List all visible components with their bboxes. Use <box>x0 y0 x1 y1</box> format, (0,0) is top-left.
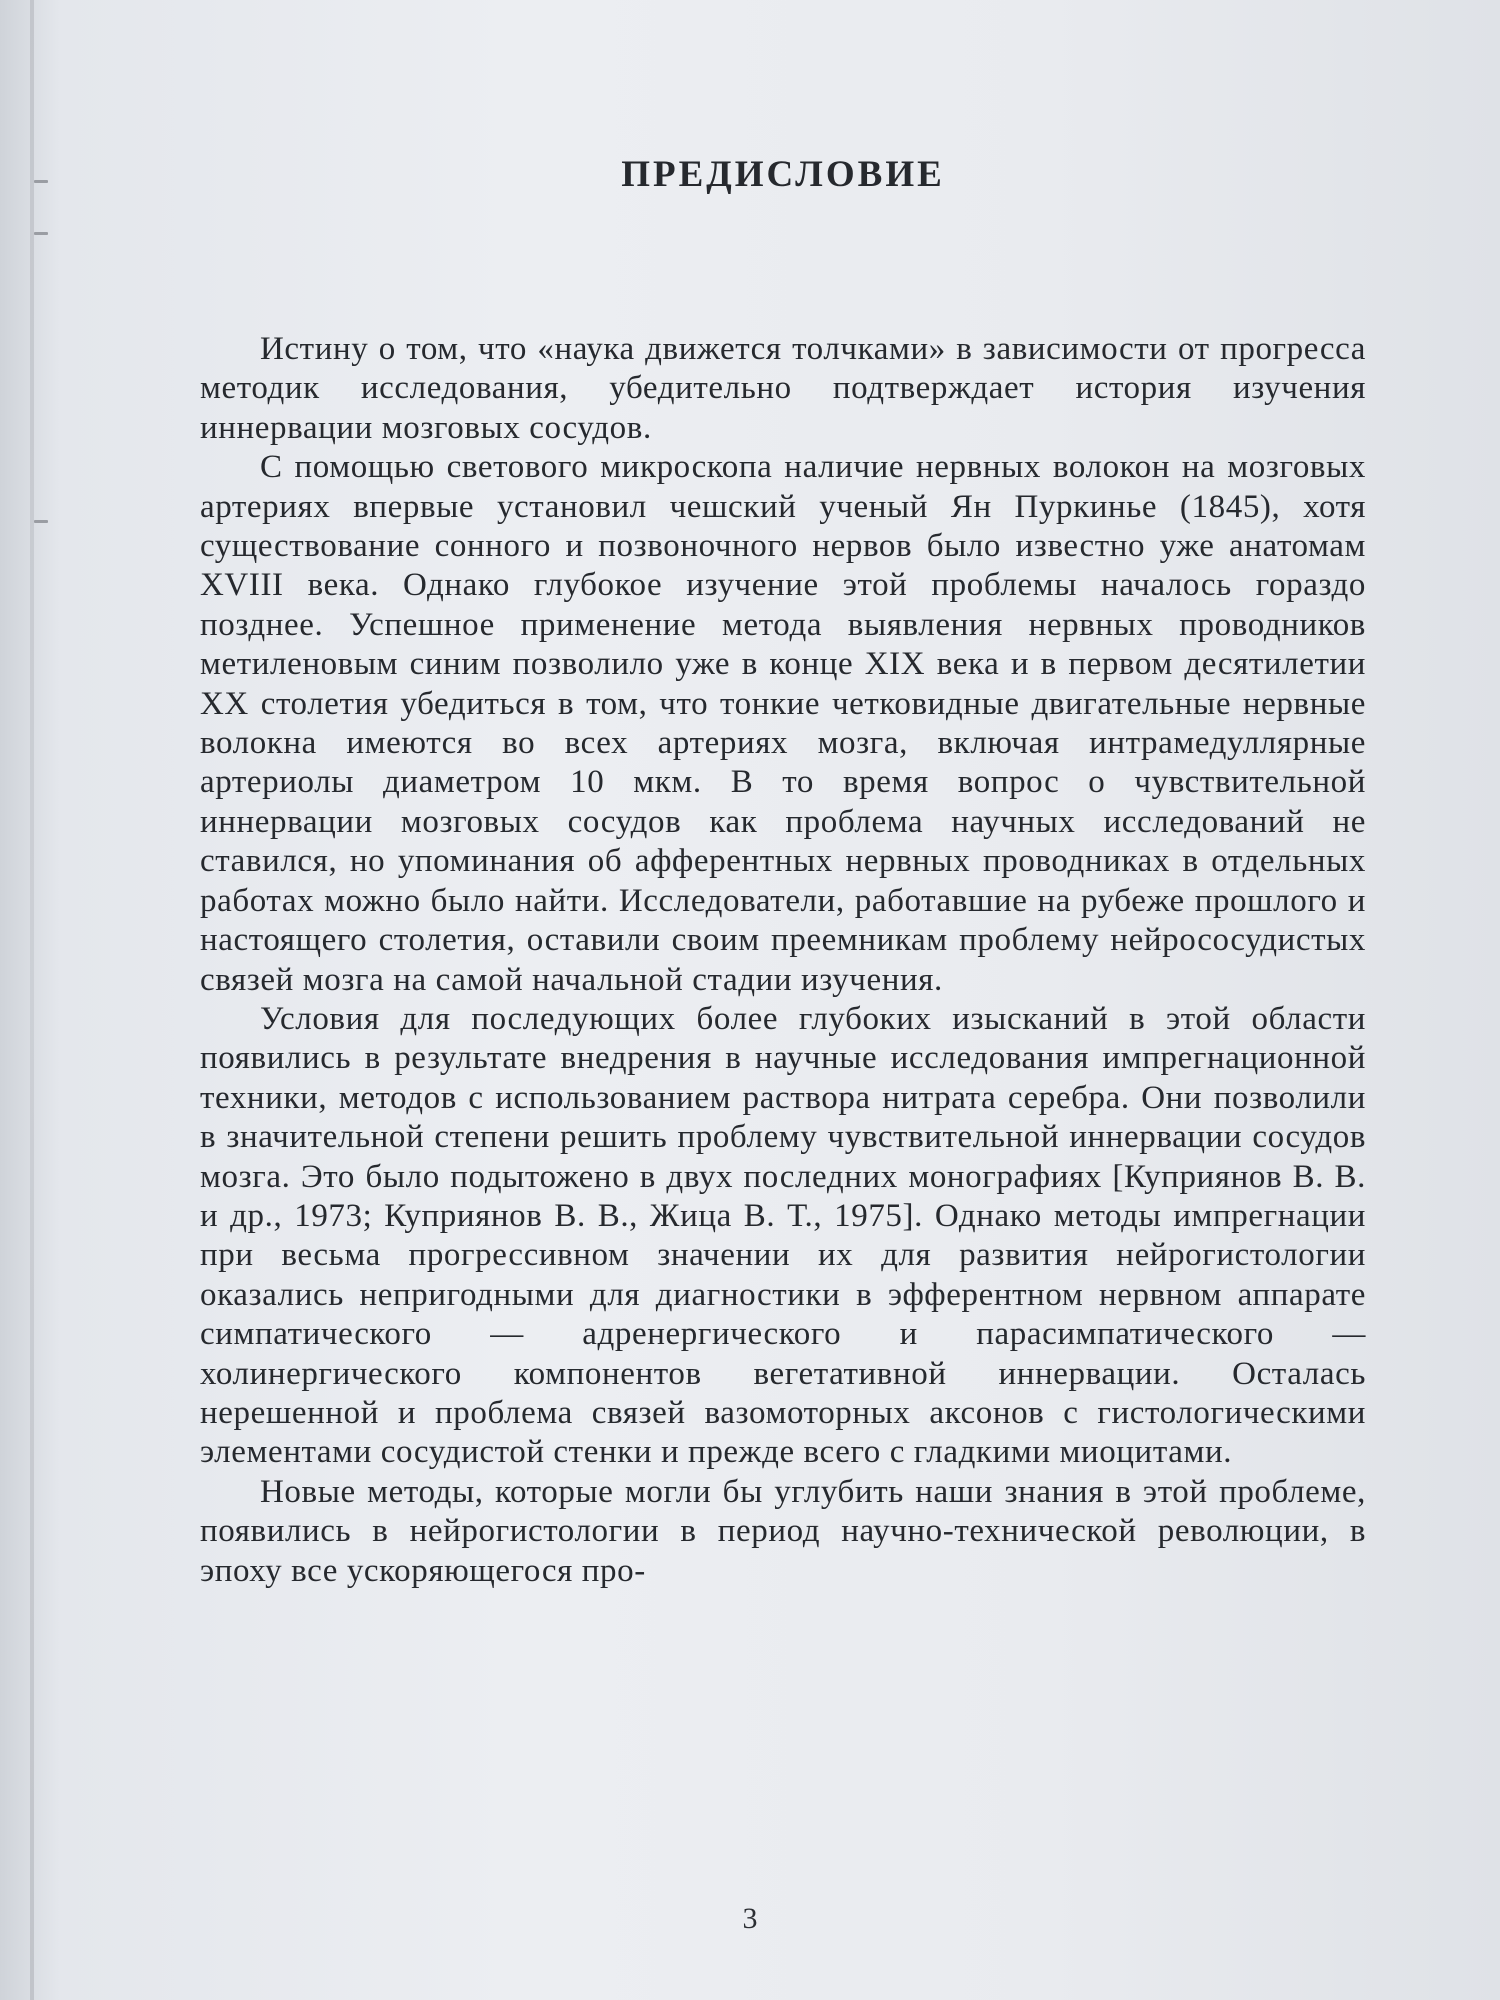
binding-stitch <box>34 180 48 183</box>
page-title: ПРЕДИСЛОВИЕ <box>621 154 945 195</box>
paragraph: Истину о том, что «наука движется толчками» в зависимости от прогресса методик исследования, убедительно подтверждает история изучения иннервации мозговых сосудов. <box>200 331 1366 446</box>
text-block <box>200 100 1366 1591</box>
page-number: 3 <box>742 1902 758 1935</box>
body-text <box>200 330 1366 1591</box>
page-spine <box>30 0 34 2000</box>
binding-stitch <box>34 232 48 235</box>
paragraph: Условия для последующих более глубоких изысканий в этой области появились в результате внедрения в научные исследования импрегнационной техники, методов с использованием раствора нитрата серебра. Они позволили в значительной степени решить проблему чувствительной иннервации сосудов мозга. Это было подытожено в двух последних монографиях [Куприянов В. В. и др., 1973; Куприянов В. В., Жица В. Т., 1975]. Однако методы импрегнации при весьма прогрессивном значении их для развития нейрогистологии оказались непригодными для диагностики в эфферентном нервном аппарате симпатического — адренергического и парасимпатического — холинергического компонентов вегетативной иннервации. Осталась нерешенной и проблема связей вазомоторных аксонов с гистологическими элементами сосудистой стенки и прежде всего с гладкими миоцитами. <box>200 1000 1366 1471</box>
paragraph: Новые методы, которые могли бы углубить наши знания в этой проблеме, появились в нейрогистологии в период научно-технической революции, в эпоху все ускоряющегося про- <box>200 1473 1366 1589</box>
paragraph: С помощью светового микроскопа наличие нервных волокон на мозговых артериях впервые установил чешский ученый Ян Пуркинье (1845), хотя существование сонного и позвоночного нервов было известно уже анатомам XVIII века. Однако глубокое изучение этой проблемы началось гораздо позднее. Успешное применение метода выявления нервных проводников метиленовым синим позволило уже в конце XIX века и в первом десятилетии XX столетия убедиться в том, что тонкие четковидные двигательные нервные волокна имеются во всех артериях мозга, включая интрамедуллярные артериолы диаметром 10 мкм. В то время вопрос о чувствительной иннервации мозговых сосудов как проблема научных исследований не ставился, но упоминания об афферентных нервных проводниках в отдельных работах можно было найти. Исследователи, работавшие на рубеже прошлого и настоящего столетия, оставили своим преемникам проблему нейрососудистых связей мозга на самой начальной стадии изучения. <box>200 449 1366 998</box>
binding-stitch <box>34 520 48 523</box>
